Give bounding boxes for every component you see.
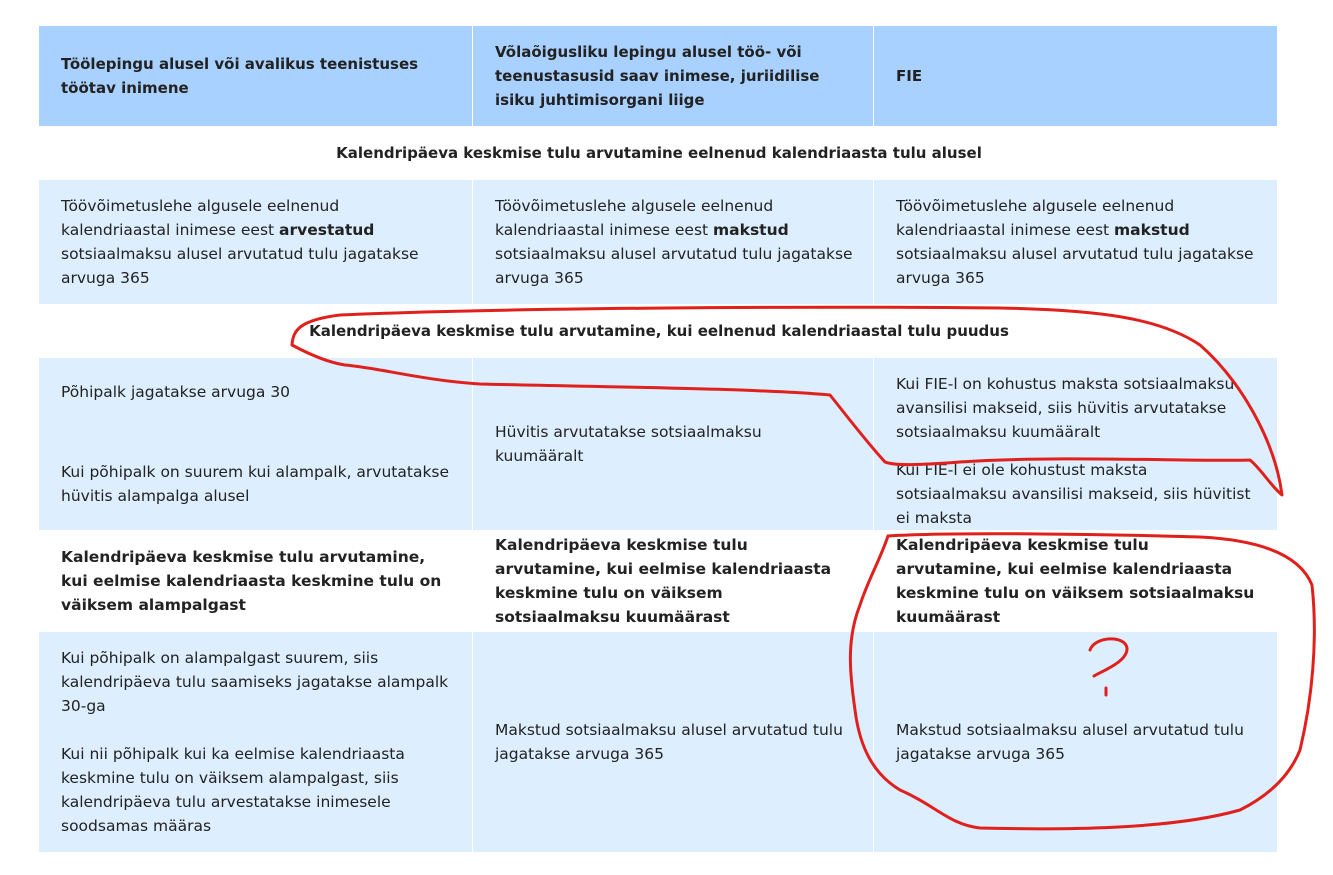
header-col-employee: Töölepingu alusel või avalikus teenistuses töötav inimene bbox=[39, 26, 473, 126]
section1-col3 bbox=[874, 180, 1277, 304]
paragraph: Makstud sotsiaalmaksu alusel arvutatud tulu jagatakse arvuga 365 bbox=[896, 721, 1244, 763]
paragraph: Kui põhipalk on alampalgast suurem, siis kalendripäeva tulu saamiseks jagatakse alampalk 30-ga bbox=[61, 649, 449, 715]
paragraph: Põhipalk jagatakse arvuga 30 bbox=[61, 383, 291, 401]
section-title-row bbox=[39, 304, 1277, 358]
section2-col3 bbox=[874, 358, 1277, 530]
section3-col2 bbox=[473, 632, 874, 852]
text: sotsiaalmaksu alusel arvutatud tulu jagatakse arvuga 365 bbox=[61, 245, 419, 287]
text: Töövõimetuslehe algusele eelnenud kalendriaastal inimese eest bbox=[495, 197, 774, 239]
section1-col2 bbox=[473, 180, 874, 304]
paragraph: Makstud sotsiaalmaksu alusel arvutatud tulu jagatakse arvuga 365 bbox=[495, 721, 843, 763]
section1-col1 bbox=[39, 180, 473, 304]
paragraph: Kui nii põhipalk kui ka eelmise kalendriaasta keskmine tulu on väiksem alampalgast, siis kalendripäeva tulu arvestatakse inimesele soodsamas määras bbox=[61, 745, 405, 835]
header-col-fie: FIE bbox=[874, 26, 1277, 126]
section3-row bbox=[39, 632, 1277, 852]
section3-col1-title: Kalendripäeva keskmise tulu arvutamine, kui eelmise kalendriaasta keskmine tulu on väiksem alampalgast bbox=[39, 530, 473, 632]
bold-text: makstud bbox=[1114, 221, 1190, 239]
section3-col3 bbox=[874, 632, 1277, 852]
section-title-row bbox=[39, 126, 1277, 180]
section2-col1 bbox=[39, 358, 473, 530]
section3-col3-title: Kalendripäeva keskmise tulu arvutamine, kui eelmise kalendriaasta keskmine tulu on väiksem sotsiaalmaksu kuumäärast bbox=[874, 530, 1277, 632]
bold-text: makstud bbox=[713, 221, 789, 239]
section2-row bbox=[39, 358, 1277, 530]
section1-row bbox=[39, 180, 1277, 304]
section3-col1 bbox=[39, 632, 473, 852]
text: sotsiaalmaksu alusel arvutatud tulu jagatakse arvuga 365 bbox=[896, 245, 1254, 287]
text: Töövõimetuslehe algusele eelnenud kalendriaastal inimese eest bbox=[896, 197, 1175, 239]
text: sotsiaalmaksu alusel arvutatud tulu jagatakse arvuga 365 bbox=[495, 245, 853, 287]
bold-text: arvestatud bbox=[279, 221, 375, 239]
header-col-contract: Võlaõigusliku lepingu alusel töö- või teenustasusid saav inimese, juriidilise isiku juhtimisorgani liige bbox=[473, 26, 874, 126]
paragraph: Kui FIE-l ei ole kohustust maksta sotsiaalmaksu avansilisi makseid, siis hüvitist ei maksta bbox=[896, 461, 1251, 527]
info-table bbox=[39, 26, 1277, 852]
paragraph: Kui FIE-l on kohustus maksta sotsiaalmaksu avansilisi makseid, siis hüvitis arvutatakse sotsiaalmaksu kuumääralt bbox=[896, 375, 1235, 441]
section2-title: Kalendripäeva keskmise tulu arvutamine, kui eelnenud kalendriaastal tulu puudus bbox=[39, 304, 1277, 358]
table-header-row bbox=[39, 26, 1277, 126]
section1-title: Kalendripäeva keskmise tulu arvutamine eelnenud kalendriaasta tulu alusel bbox=[39, 126, 1277, 180]
paragraph: Hüvitis arvutatakse sotsiaalmaksu kuumääralt bbox=[495, 423, 762, 465]
section2-col2 bbox=[473, 358, 874, 530]
text: Töövõimetuslehe algusele eelnenud kalendriaastal inimese eest bbox=[61, 197, 340, 239]
paragraph: Kui põhipalk on suurem kui alampalk, arvutatakse hüvitis alampalga alusel bbox=[61, 463, 450, 505]
section3-col2-title: Kalendripäeva keskmise tulu arvutamine, kui eelmise kalendriaasta keskmine tulu on väiksem sotsiaalmaksu kuumäärast bbox=[473, 530, 874, 632]
section3-title-row bbox=[39, 530, 1277, 632]
